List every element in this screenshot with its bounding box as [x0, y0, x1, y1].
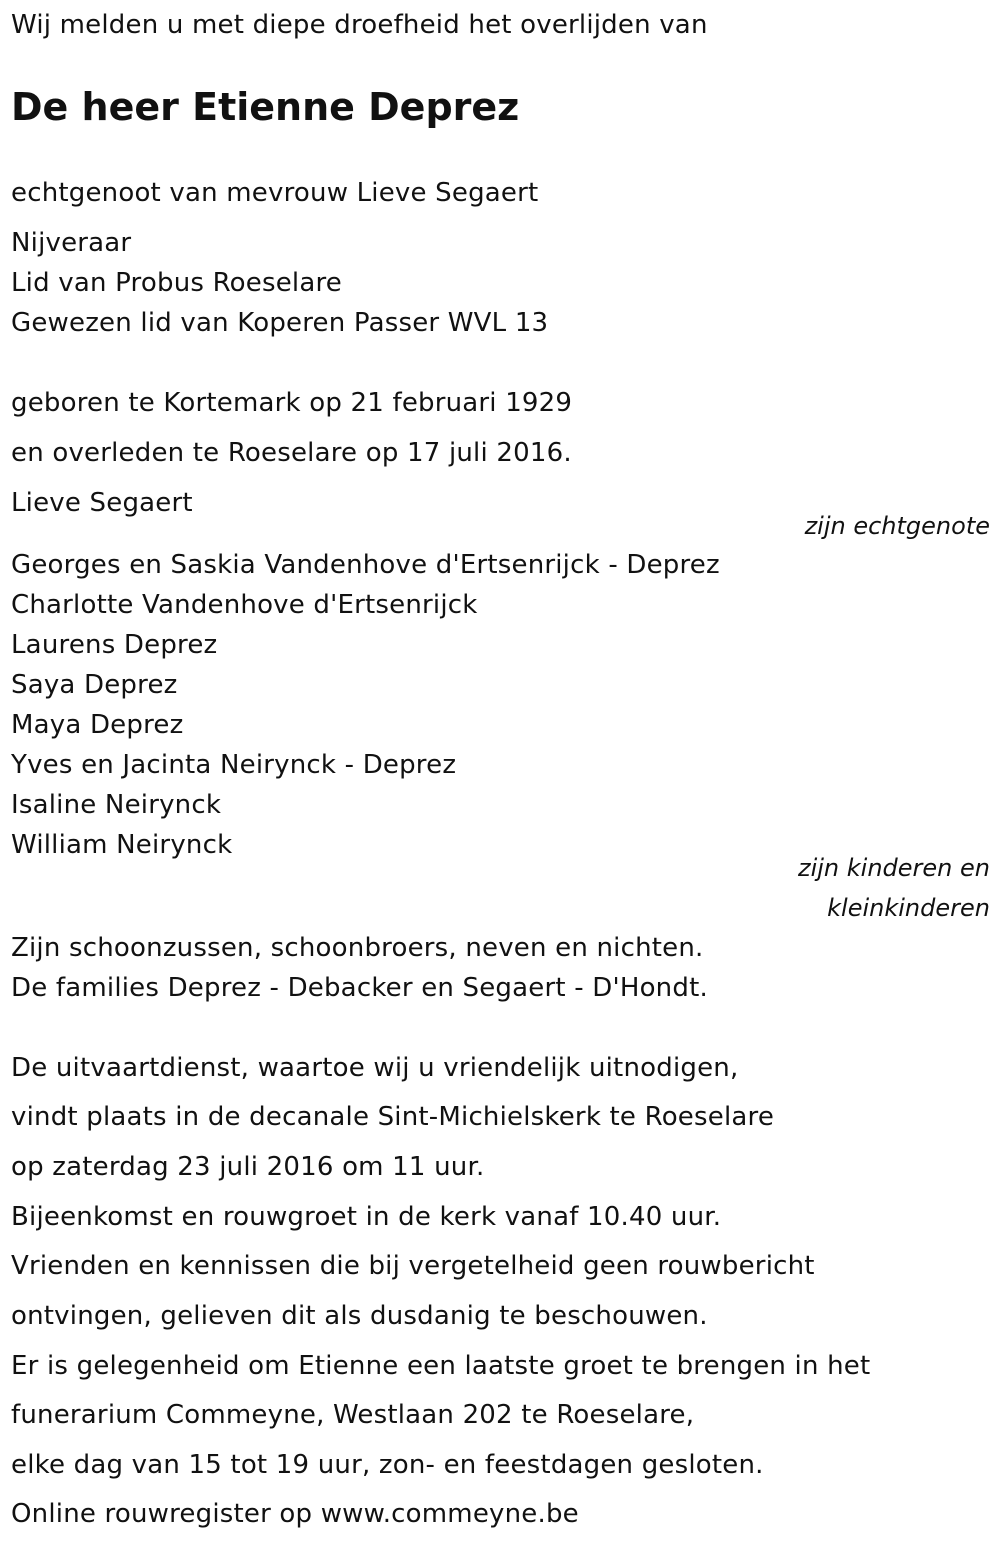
- family-line-2: De families Deprez - Debacker en Segaert - D'Hondt.: [11, 973, 708, 1003]
- child-8: William Neirynck: [11, 830, 233, 860]
- birth-line: geboren te Kortemark op 21 februari 1929: [11, 388, 573, 418]
- online-register-line: Online rouwregister op www.commeyne.be: [11, 1499, 579, 1529]
- child-6: Yves en Jacinta Neirynck - Deprez: [11, 750, 457, 780]
- death-line: en overleden te Roeselare op 17 juli 2016.: [11, 438, 572, 468]
- spouse-line: echtgenoot van mevrouw Lieve Segaert: [11, 178, 539, 208]
- service-line-9: elke dag van 15 tot 19 uur, zon- en feestdagen gesloten.: [11, 1450, 764, 1480]
- child-3: Laurens Deprez: [11, 630, 218, 660]
- service-line-8: funerarium Commeyne, Westlaan 202 te Roeselare,: [11, 1400, 695, 1430]
- service-line-3: op zaterdag 23 juli 2016 om 11 uur.: [11, 1152, 485, 1182]
- service-line-2: vindt plaats in de decanale Sint-Michielskerk te Roeselare: [11, 1102, 775, 1132]
- child-1: Georges en Saskia Vandenhove d'Ertsenrijck - Deprez: [11, 550, 720, 580]
- children-role-line1: zijn kinderen en: [798, 854, 990, 882]
- service-line-1: De uitvaartdienst, waartoe wij u vriendelijk uitnodigen,: [11, 1053, 739, 1083]
- service-line-5: Vrienden en kennissen die bij vergetelheid geen rouwbericht: [11, 1251, 815, 1281]
- child-2: Charlotte Vandenhove d'Ertsenrijck: [11, 590, 478, 620]
- child-5: Maya Deprez: [11, 710, 184, 740]
- service-line-4: Bijeenkomst en rouwgroet in de kerk vanaf 10.40 uur.: [11, 1202, 722, 1232]
- service-line-6: ontvingen, gelieven dit als dusdanig te beschouwen.: [11, 1301, 708, 1331]
- title-probus: Lid van Probus Roeselare: [11, 268, 342, 298]
- deceased-name: De heer Etienne Deprez: [11, 85, 520, 129]
- spouse-role: zijn echtgenote: [804, 512, 990, 540]
- title-nijveraar: Nijveraar: [11, 228, 132, 258]
- spouse-name: Lieve Segaert: [11, 488, 193, 518]
- child-4: Saya Deprez: [11, 670, 178, 700]
- obituary-intro: Wij melden u met diepe droefheid het overlijden van: [11, 10, 708, 40]
- title-koperen-passer: Gewezen lid van Koperen Passer WVL 13: [11, 308, 549, 338]
- children-role-line2: kleinkinderen: [827, 894, 990, 922]
- child-7: Isaline Neirynck: [11, 790, 222, 820]
- family-line-1: Zijn schoonzussen, schoonbroers, neven en nichten.: [11, 933, 704, 963]
- service-line-7: Er is gelegenheid om Etienne een laatste groet te brengen in het: [11, 1351, 871, 1381]
